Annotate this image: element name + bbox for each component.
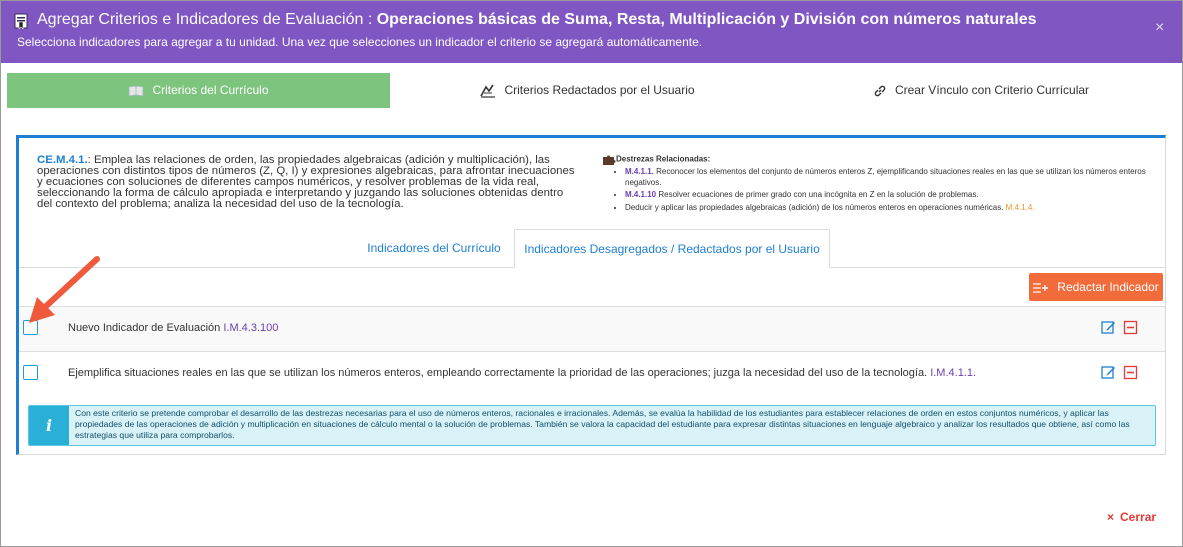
modal-title-unit: Operaciones básicas de Suma, Resta, Multiplicación y División con números naturales (376, 11, 1037, 28)
destrezas-heading (602, 154, 1162, 165)
criterion-description (37, 155, 577, 210)
tab-indicadores-curriculo[interactable]: Indicadores del Currículo (367, 241, 501, 255)
cerrar-button[interactable] (1107, 510, 1156, 524)
info-text: Con este criterio se pretende comprobar el desarrollo de las destrezas necesarias para el uso de números enteros, racionales e irracionales. Además, se evalúa la habilidad de los estudiantes para establecer relaciones de orden en estos conjuntos numéricos, y aplicar las propiedades de las operaciones de adición y multiplicación en situaciones de cálculo mental o la solución de problemas. También se valora la capacidad del estudiante para expresar distintas situaciones en lenguaje algebraico y analizar los resultados que obtiene, así como las estrategias que utiliza para comprobarlos. (75, 408, 1130, 440)
tab-crear-vinculo-label: Crear Vínculo con Criterio Currícular (894, 83, 1090, 97)
destreza-text: Deducir y aplicar las propiedades algebraicas (adición) de los números enteros en operaciones numéricas. (625, 202, 1006, 212)
indicator-description: Nuevo Indicador de Evaluación (68, 322, 224, 334)
link-icon (873, 84, 887, 98)
destreza-item (625, 167, 1162, 188)
destrezas-list (602, 167, 1162, 213)
criterion-text: : Emplea las relaciones de orden, las propiedades algebraicas (adición y multiplicación), las operaciones con distintos tipos de números (Z, Q, I) y expresiones algebraicas, para afrontar inecuaciones y ecuaciones con soluciones de diferentes campos numéricos, y resolver problemas de la vida real, seleccionando la forma de cálculo apropiada e interpretando y juzgando las soluciones obtenidas dentro del contexto del problema; analiza la necesidad del uso de la tecnología. (37, 154, 575, 210)
edit-icon[interactable] (1101, 320, 1116, 335)
indicator-row (19, 351, 1165, 396)
destrezas-relacionadas (602, 154, 1162, 215)
destreza-code: M.4.1.4. (1005, 202, 1035, 212)
remove-icon[interactable] (1123, 365, 1138, 380)
destreza-code: M.4.1.10 (625, 190, 657, 199)
destreza-item (625, 203, 1162, 214)
indicator-checkbox[interactable] (23, 320, 38, 335)
destreza-text: Reconocer los elementos del conjunto de números enteros Z, ejemplificando situaciones reales en las que se utilizan los números enteros negativos. (625, 167, 1146, 187)
document-icon (14, 13, 28, 29)
modal-title-prefix: Agregar Criterios e Indicadores de Evaluación : (37, 11, 377, 28)
info-alert (28, 405, 1156, 446)
cerrar-label: Cerrar (1120, 510, 1157, 524)
modal-title (37, 11, 1037, 29)
destrezas-heading-text: Destrezas Relacionadas: (616, 154, 711, 164)
tab-criterios-usuario-label: Criterios Redactados por el Usuario (504, 83, 695, 97)
indicator-description: Ejemplifica situaciones reales en las que se utilizan los números enteros, empleando correctamente la prioridad de las operaciones; juzga la necesidad del uso de la tecnología. (68, 367, 931, 379)
indicator-code: I.M.4.1.1. (930, 367, 977, 379)
tab-criterios-curriculo-label: Criterios del Currículo (152, 83, 269, 97)
indicator-code: I.M.4.3.100 (223, 322, 279, 334)
indicator-tabs (19, 229, 1165, 268)
close-icon: × (1107, 510, 1115, 524)
criteria-source-tabs (7, 73, 1177, 108)
indicator-checkbox[interactable] (23, 365, 38, 380)
tab-indicadores-usuario[interactable]: Indicadores Desagregados / Redactados por el Usuario (514, 229, 830, 268)
modal-header (1, 1, 1182, 63)
destreza-code: M.4.1.1. (625, 167, 654, 176)
indicator-text (68, 367, 976, 379)
tab-criterios-curriculo[interactable] (7, 73, 390, 108)
indicator-text (68, 322, 278, 334)
redactar-indicador-button[interactable] (1029, 273, 1163, 301)
edit-icon[interactable] (1101, 365, 1116, 380)
destreza-item (625, 190, 1162, 201)
puzzle-icon (602, 154, 616, 165)
remove-icon[interactable] (1123, 320, 1138, 335)
close-icon[interactable]: × (1155, 19, 1165, 36)
redactar-indicador-label: Redactar Indicador (1057, 280, 1159, 294)
signature-icon (480, 84, 496, 98)
criterion-panel (16, 135, 1166, 455)
tab-crear-vinculo[interactable] (785, 73, 1177, 108)
criterion-code: CE.M.4.1. (37, 154, 88, 166)
book-icon (128, 85, 144, 97)
destreza-text: Resolver ecuaciones de primer grado con una incógnita en Z en la solución de problemas. (656, 190, 979, 199)
modal-subtitle: Selecciona indicadores para agregar a tu unidad. Una vez que selecciones un indicador el criterio se agregará automáticamente. (17, 35, 703, 49)
list-add-icon (1033, 283, 1049, 293)
info-icon: i (29, 406, 69, 445)
indicator-row (19, 306, 1165, 351)
tab-criterios-usuario[interactable] (390, 73, 785, 108)
